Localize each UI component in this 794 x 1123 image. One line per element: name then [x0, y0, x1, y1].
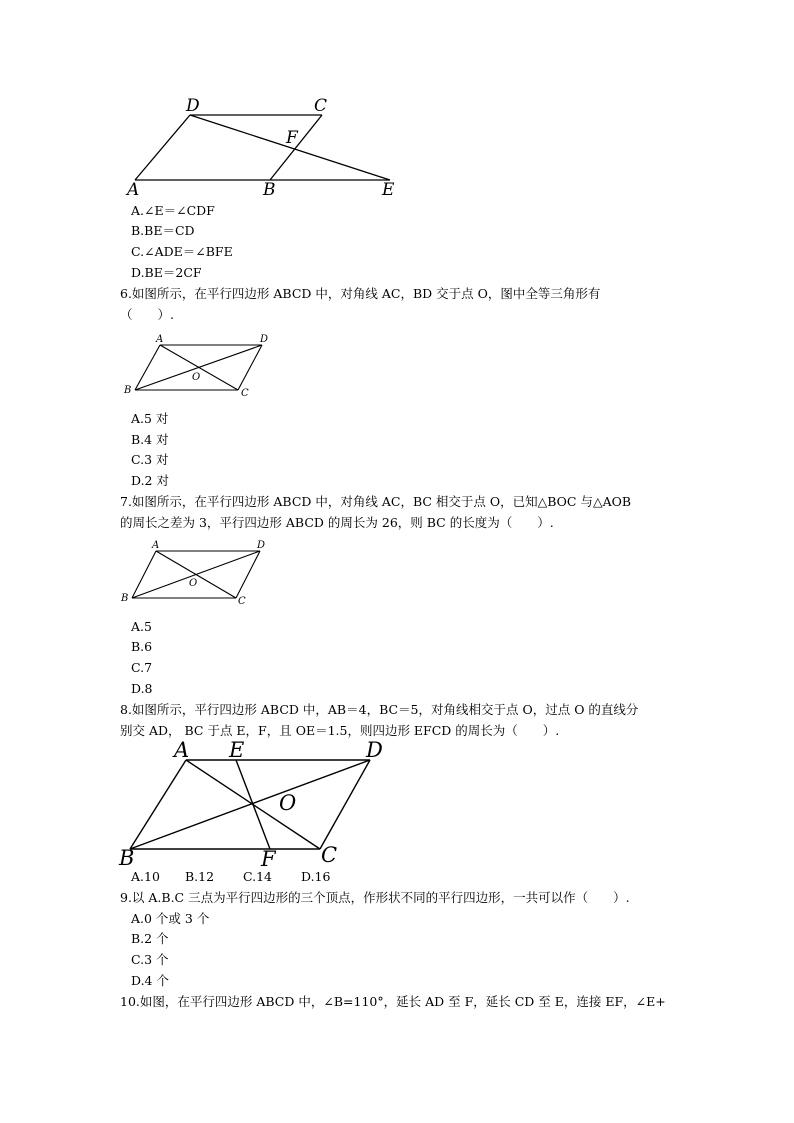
q8-option-a: A.10	[131, 869, 160, 884]
q8-option-d: D.16	[301, 869, 331, 884]
q8-label-e: E	[229, 738, 245, 762]
label-f: F	[286, 128, 298, 148]
q7-option-b: B.6	[131, 639, 153, 654]
q8-text-line1: 8.如图所示，平行四边形 ABCD 中，AB＝4，BC＝5，对角线相交于点 O，过点 O 的直线分	[120, 702, 639, 717]
label-a: A	[127, 180, 140, 200]
q9-option-c: C.3 个	[131, 952, 169, 967]
q8-label-o: O	[279, 791, 297, 815]
label-d: D	[186, 96, 200, 116]
q7-option-a: A.5	[131, 619, 152, 634]
q7-label-o: O	[189, 578, 198, 589]
label-b: B	[263, 180, 276, 200]
q6-option-a: A.5 对	[131, 411, 169, 426]
q7-text-line1: 7.如图所示，在平行四边形 ABCD 中，对角线 AC，BC 相交于点 O，已知△BOC 与△AOB	[120, 494, 632, 509]
q8-label-d: D	[366, 738, 383, 762]
q5-option-b: B.BE＝CD	[131, 223, 195, 238]
q6-label-c: C	[241, 388, 249, 399]
q9-text: 9.以 A.B.C 三点为平行四边形的三个顶点，作形状不同的平行四边形，一共可以作（ ）.	[120, 890, 630, 905]
q6-option-c: C.3 对	[131, 452, 169, 467]
q6-option-b: B.4 对	[131, 432, 169, 447]
q7-label-b: B	[121, 593, 129, 604]
q8-label-a: A	[174, 738, 190, 762]
q7-label-c: C	[238, 596, 246, 607]
q6-label-b: B	[124, 385, 132, 396]
q9-option-d: D.4 个	[131, 973, 169, 988]
q6-option-d: D.2 对	[131, 473, 169, 488]
q7-text-line2: 的周长之差为 3，平行四边形 ABCD 的周长为 26，则 BC 的长度为（ ）.	[120, 515, 554, 530]
q7-option-c: C.7	[131, 660, 153, 675]
q7-option-d: D.8	[131, 681, 153, 696]
q8-option-b: B.12	[185, 869, 215, 884]
q10-text: 10.如图，在平行四边形 ABCD 中，∠B=110°，延长 AD 至 F，延长 CD 至 E，连接 EF，∠E+	[120, 994, 666, 1009]
q5-option-a: A.∠E＝∠CDF	[131, 203, 215, 218]
q8-text-line2: 别交 AD， BC 于点 E，F，且 OE＝1.5，则四边形 EFCD 的周长为（ ）.	[120, 723, 560, 738]
q9-option-b: B.2 个	[131, 931, 169, 946]
q6-label-a: A	[156, 334, 164, 345]
q8-label-b: B	[119, 846, 135, 870]
q8-option-c: C.14	[243, 869, 272, 884]
q6-text-line1: 6.如图所示，在平行四边形 ABCD 中，对角线 AC，BD 交于点 O，图中全等三角形有	[120, 286, 601, 301]
q8-label-f: F	[261, 847, 276, 871]
q6-text-line2: （ ）.	[120, 307, 174, 322]
q6-label-d: D	[260, 334, 269, 345]
q5-option-c: C.∠ADE＝∠BFE	[131, 244, 233, 259]
q7-label-a: A	[152, 540, 160, 551]
q6-label-o: O	[192, 372, 201, 383]
q7-label-d: D	[257, 540, 266, 551]
q8-label-c: C	[321, 843, 338, 867]
q5-option-d: D.BE＝2CF	[131, 265, 202, 280]
label-c: C	[314, 96, 328, 116]
label-e: E	[382, 180, 395, 200]
q9-option-a: A.0 个或 3 个	[131, 911, 210, 926]
